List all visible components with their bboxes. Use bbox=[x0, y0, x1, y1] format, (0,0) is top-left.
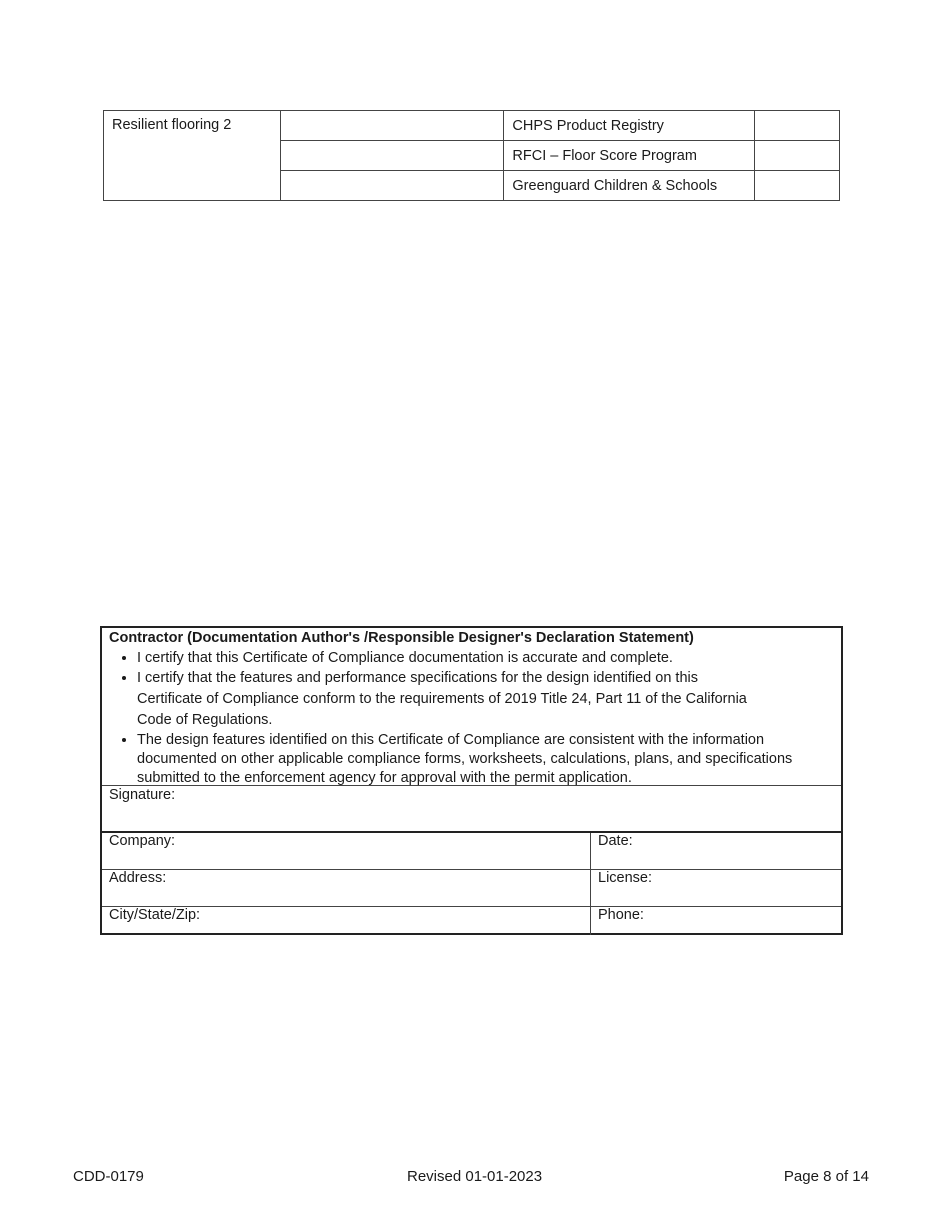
program-cell: CHPS Product Registry bbox=[504, 111, 755, 141]
date-label: Date: bbox=[598, 833, 633, 849]
company-field[interactable] bbox=[102, 833, 591, 869]
check-cell[interactable] bbox=[755, 171, 840, 201]
footer-form-id: CDD-0179 bbox=[73, 1168, 144, 1185]
check-cell[interactable] bbox=[755, 111, 840, 141]
phone-label: Phone: bbox=[598, 907, 644, 923]
program-cell: Greenguard Children & Schools bbox=[504, 171, 755, 201]
table-row bbox=[102, 907, 841, 935]
city-label: City/State/Zip: bbox=[109, 907, 201, 923]
table-row bbox=[104, 111, 840, 141]
footer-revised: Revised 01-01-2023 bbox=[407, 1168, 543, 1185]
phone-field[interactable] bbox=[591, 907, 841, 935]
license-field[interactable] bbox=[591, 870, 841, 906]
table-row bbox=[102, 833, 841, 870]
materials-table bbox=[103, 110, 840, 201]
declaration-box bbox=[100, 626, 843, 935]
program-cell: RFCI – Floor Score Program bbox=[504, 141, 755, 171]
license-label: License: bbox=[598, 870, 653, 886]
table-row bbox=[102, 870, 841, 907]
statement-list bbox=[109, 649, 834, 789]
footer-page-number: Page 8 of 14 bbox=[783, 1168, 869, 1185]
signature-label: Signature: bbox=[109, 787, 176, 803]
material-cell: Resilient flooring 2 bbox=[104, 111, 281, 201]
company-label: Company: bbox=[109, 833, 176, 849]
declaration-statement bbox=[102, 628, 841, 786]
product-cell[interactable] bbox=[280, 171, 504, 201]
statement-item: • The design features identified on this Certificate of Compliance are consistent with the information documented on other applicable compliance forms, worksheets, calculations, plans, and specifications submitted to the enforcement agency for approval with the permit application. bbox=[137, 731, 834, 788]
check-cell[interactable] bbox=[755, 141, 840, 171]
statement-item: • I certify that the features and performance specifications for the design identified on this Certificate of Compliance conform to the requirements of 2019 Title 24, Part 11 of the California Code of Regulations. bbox=[137, 668, 754, 731]
product-cell[interactable] bbox=[280, 111, 504, 141]
product-cell[interactable] bbox=[280, 141, 504, 171]
statement-item: • I certify that this Certificate of Compliance documentation is accurate and complete. bbox=[137, 649, 834, 669]
date-field[interactable] bbox=[591, 833, 841, 869]
declaration-title: Contractor (Documentation Author's /Responsible Designer's Declaration Statement) bbox=[109, 630, 694, 646]
signature-field[interactable] bbox=[102, 786, 841, 833]
address-field[interactable] bbox=[102, 870, 591, 906]
city-field[interactable] bbox=[102, 907, 591, 935]
address-label: Address: bbox=[109, 870, 167, 886]
